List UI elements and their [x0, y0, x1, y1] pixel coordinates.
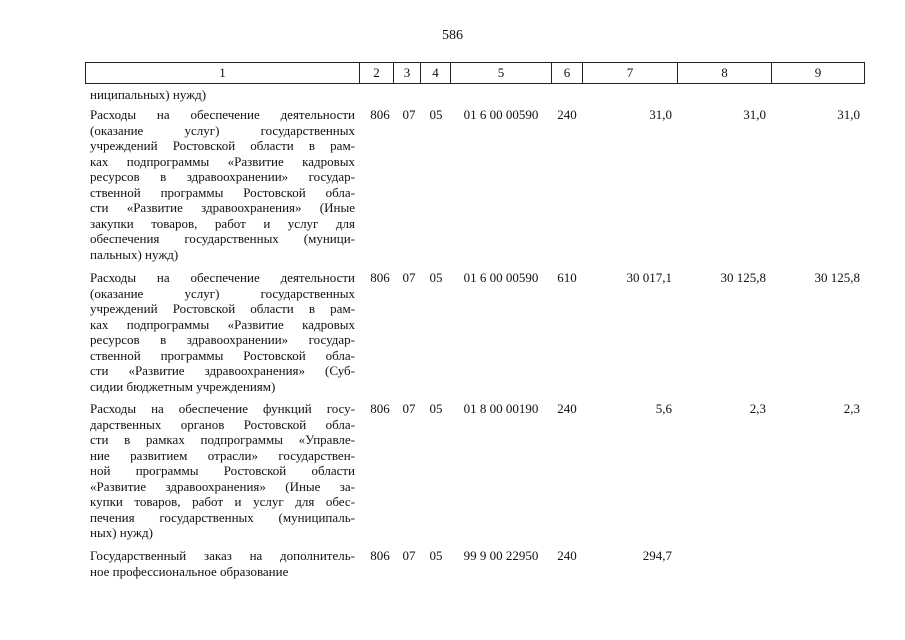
description-line: сти в рамках подпрограммы «Управле-	[90, 432, 355, 447]
description-line: (оказание услуг) государственных	[90, 122, 355, 138]
row-description	[90, 107, 355, 262]
description-line: сти «Развитие здравоохранения» (Иные	[90, 200, 355, 215]
description-line: закупки товаров, работ и услуг для	[90, 215, 355, 231]
cell-c4: 05	[429, 270, 443, 285]
description-line: Расходы на обеспечение деятельности	[90, 270, 355, 285]
description-line: ках подпрограммы «Развитие кадровых	[90, 316, 355, 332]
description-line: дарственных органов Ростовской обла-	[90, 416, 355, 432]
cell-c2: 806	[370, 548, 390, 563]
description-line: обеспечения государственных (муници-	[90, 231, 355, 246]
row-description	[90, 548, 355, 579]
header-col-1: 1	[85, 62, 360, 84]
cell-c4: 05	[429, 548, 443, 563]
cell-c4: 05	[429, 401, 443, 416]
description-line: Расходы на обеспечение функций госу-	[90, 401, 355, 416]
cell-c7: 31,0	[649, 107, 672, 122]
description-line: ственной программы Ростовской обла-	[90, 347, 355, 363]
description-line: сидии бюджетным учреждениям)	[90, 378, 276, 394]
description-line: ресурсов в здравоохранении» государ-	[90, 169, 355, 184]
header-col-7: 7	[582, 62, 678, 84]
description-line: ках подпрограммы «Развитие кадровых	[90, 153, 355, 169]
cell-c3: 07	[402, 270, 416, 285]
description-line: ных) нужд)	[90, 525, 153, 540]
cell-c7: 294,7	[642, 548, 672, 563]
header-col-6: 6	[551, 62, 583, 84]
description-line: учреждений Ростовской области в рам-	[90, 301, 355, 316]
cell-c6: 240	[557, 548, 577, 563]
description-line: (оказание услуг) государственных	[90, 285, 355, 301]
header-col-4: 4	[420, 62, 451, 84]
cell-c3: 07	[402, 107, 416, 122]
description-line: ное профессиональное образование	[90, 563, 289, 579]
header-col-3: 3	[393, 62, 421, 84]
description-line: печения государственных (муниципаль-	[90, 509, 355, 525]
cell-c7: 30 017,1	[626, 270, 672, 285]
cell-c2: 806	[370, 401, 390, 416]
cell-c8: 31,0	[743, 107, 766, 122]
header-col-5: 5	[450, 62, 552, 84]
description-line: учреждений Ростовской области в рам-	[90, 138, 355, 153]
cell-c6: 240	[557, 401, 577, 416]
cell-c9: 31,0	[837, 107, 860, 122]
cell-c5: 01 6 00 00590	[463, 107, 539, 122]
page-number: 586	[442, 28, 463, 43]
cell-c3: 07	[402, 548, 416, 563]
cell-c6: 610	[557, 270, 577, 285]
cell-c9: 2,3	[843, 401, 860, 416]
description-line: ние развитием отрасли» государствен-	[90, 447, 355, 463]
description-line: пальных) нужд)	[90, 246, 179, 262]
description-line: «Развитие здравоохранения» (Иные за-	[90, 478, 355, 494]
cell-c8: 2,3	[749, 401, 766, 416]
cell-c7: 5,6	[655, 401, 672, 416]
description-line: ственной программы Ростовской обла-	[90, 184, 355, 200]
cell-c6: 240	[557, 107, 577, 122]
cell-c5: 01 8 00 00190	[463, 401, 539, 416]
cell-c8: 30 125,8	[720, 270, 766, 285]
header-col-9: 9	[771, 62, 865, 84]
cell-c2: 806	[370, 107, 390, 122]
description-line: Государственный заказ на дополнитель-	[90, 548, 355, 563]
header-col-8: 8	[677, 62, 772, 84]
header-col-2: 2	[359, 62, 394, 84]
cell-c9: 30 125,8	[814, 270, 860, 285]
continuation-text: ниципальных) нужд)	[90, 87, 207, 102]
cell-c4: 05	[429, 107, 443, 122]
cell-c3: 07	[402, 401, 416, 416]
cell-c5: 99 9 00 22950	[463, 548, 539, 563]
row-description	[90, 401, 355, 541]
cell-c2: 806	[370, 270, 390, 285]
row-description	[90, 270, 355, 394]
description-line: ресурсов в здравоохранении» государ-	[90, 332, 355, 347]
description-line: сти «Развитие здравоохранения» (Суб-	[90, 363, 355, 378]
description-line: купки товаров, работ и услуг для обес-	[90, 494, 355, 509]
description-line: Расходы на обеспечение деятельности	[90, 107, 355, 122]
description-line: ной программы Ростовской области	[90, 463, 355, 478]
cell-c5: 01 6 00 00590	[463, 270, 539, 285]
